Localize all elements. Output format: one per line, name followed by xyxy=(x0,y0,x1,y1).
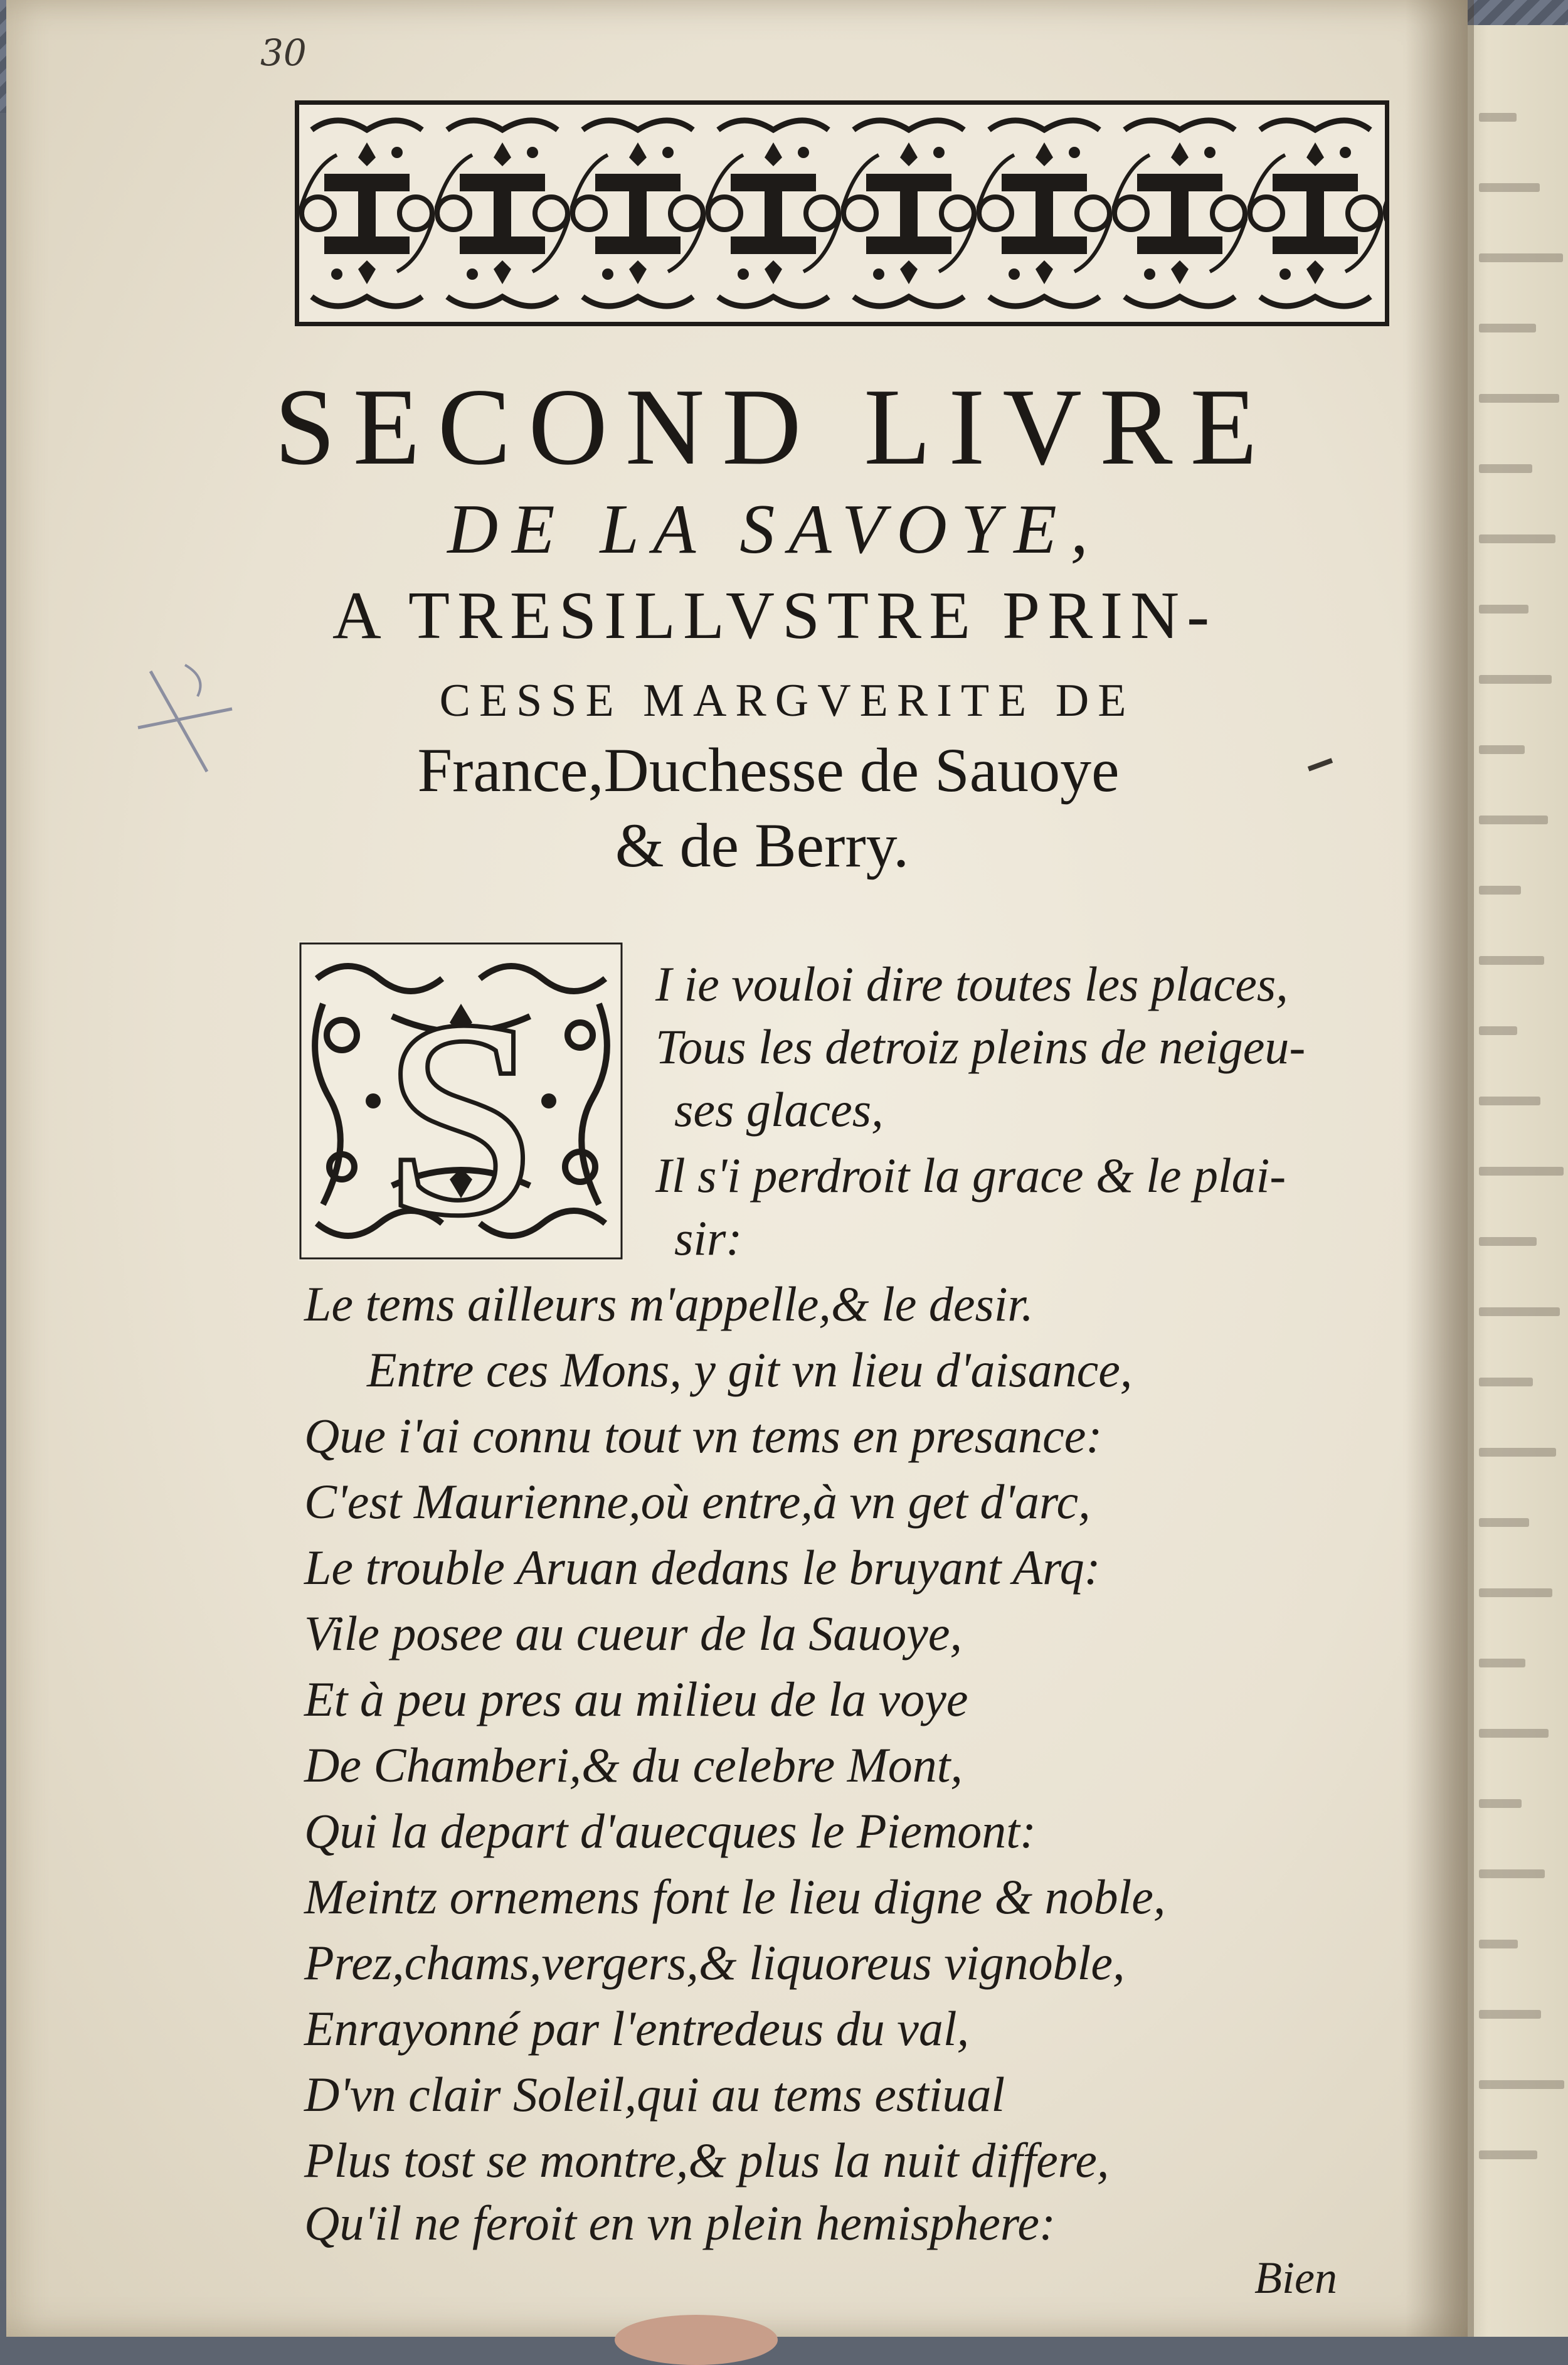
facing-page-text-trace xyxy=(1479,324,1536,332)
poem-line: Le tems ailleurs m'appelle,& le desir. xyxy=(304,1277,1034,1331)
dedication-line: France,Duchesse de Sauoye xyxy=(417,735,1120,805)
poem-line: Enrayonné par l'entredeus du val, xyxy=(304,2001,970,2056)
facing-page-text-trace xyxy=(1479,1799,1522,1808)
poem-line: Vile posee au cueur de la Sauoye, xyxy=(304,1606,963,1661)
drop-cap-letter: S xyxy=(384,965,538,1261)
poem-line: Qui la depart d'auecques le Piemont: xyxy=(304,1804,1036,1858)
poem-line: Que i'ai connu tout vn tems en presance: xyxy=(304,1408,1103,1463)
poem-line: Prez,chams,vergers,& liquoreus vignoble, xyxy=(304,1935,1125,1990)
dedication-line: A TRESILLVSTRE PRIN- xyxy=(332,578,1217,653)
facing-page-text-trace xyxy=(1479,1869,1545,1878)
facing-page-text-trace xyxy=(1479,183,1540,192)
headpiece-ornament xyxy=(299,105,1385,322)
facing-page-text-trace xyxy=(1479,1026,1517,1035)
poem-line: ses glaces, xyxy=(674,1082,884,1137)
facing-page-text-trace xyxy=(1479,1167,1564,1176)
facing-page-text-trace xyxy=(1479,1659,1525,1667)
poem-line: sir: xyxy=(674,1211,743,1265)
facing-page-text-trace xyxy=(1479,1378,1533,1386)
facing-page-text-trace xyxy=(1479,2010,1541,2019)
poem-line: I ie vouloi dire toutes les places, xyxy=(655,957,1288,1011)
catchword: Bien xyxy=(1254,2253,1337,2303)
facing-page-text-trace xyxy=(1479,253,1563,262)
decorated-drop-cap xyxy=(298,941,624,1261)
page-number: 30 xyxy=(260,31,307,74)
poem-line: Entre ces Mons, y git vn lieu d'aisance, xyxy=(367,1342,1133,1397)
facing-page-text-trace xyxy=(1479,1097,1540,1105)
poem-line: C'est Maurienne,où entre,à vn get d'arc, xyxy=(304,1474,1091,1529)
facing-page-text-trace xyxy=(1479,1237,1537,1246)
facing-page-text-trace xyxy=(1479,1307,1560,1316)
book-subtitle: DE LA SAVOYE, xyxy=(447,491,1102,568)
poem-line: Qu'il ne feroit en vn plein hemisphere: xyxy=(304,2196,1056,2250)
facing-page-text-trace xyxy=(1479,1940,1518,1948)
gutter-shadow xyxy=(1405,0,1474,2337)
poem-line: D'vn clair Soleil,qui au tems estiual xyxy=(304,2067,1005,2122)
facing-page-text-trace xyxy=(1479,1729,1549,1738)
dedication-line: & de Berry. xyxy=(615,810,909,880)
poem-line: De Chamberi,& du celebre Mont, xyxy=(304,1738,963,1792)
poem-line: Tous les detroiz pleins de neigeu- xyxy=(655,1019,1306,1074)
facing-page-text-trace xyxy=(1479,886,1521,895)
book-title: SECOND LIVRE xyxy=(274,366,1275,487)
drop-cap-ornament xyxy=(298,941,624,1261)
dedication-line: CESSE MARGVERITE DE xyxy=(439,675,1135,726)
poem-line: Meintz ornemens font le lieu digne & noble, xyxy=(304,1869,1166,1924)
facing-page-text-trace xyxy=(1479,2150,1537,2159)
poem-line: Et à peu pres au milieu de la voye xyxy=(304,1672,968,1726)
facing-page-text-trace xyxy=(1479,1448,1556,1457)
facing-page-text-trace xyxy=(1479,2080,1564,2089)
poem-line: Il s'i perdroit la grace & le plai- xyxy=(655,1148,1286,1203)
facing-page-text-trace xyxy=(1479,1588,1552,1597)
facing-page-text-trace xyxy=(1479,956,1544,965)
book-page xyxy=(6,0,1468,2337)
poem-line: Plus tost se montre,& plus la nuit differe, xyxy=(304,2133,1110,2187)
pencil-margin-mark xyxy=(125,652,251,790)
facing-page-text-trace xyxy=(1479,1518,1529,1527)
poem-line: Le trouble Aruan dedans le bruyant Arq: xyxy=(304,1540,1101,1595)
thumb xyxy=(615,2315,778,2365)
facing-page-text-trace xyxy=(1479,113,1517,122)
ornamental-headpiece xyxy=(295,100,1389,326)
